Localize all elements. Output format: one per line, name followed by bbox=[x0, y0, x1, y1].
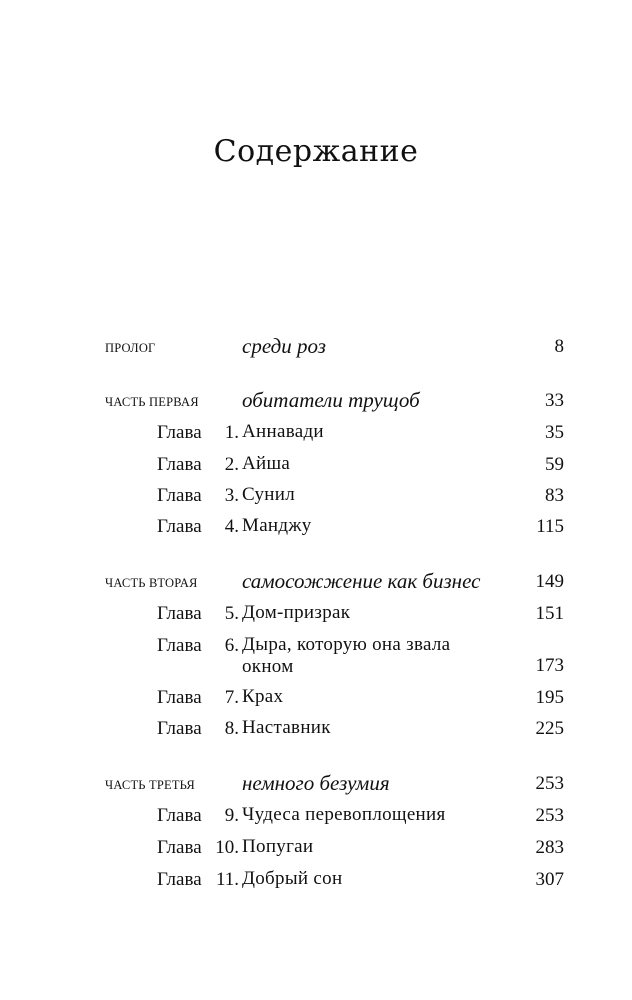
part-page-number: 253 bbox=[535, 773, 564, 794]
chapter-title: Наставник bbox=[242, 717, 331, 738]
chapter-number: 2. bbox=[224, 454, 239, 475]
chapter-number: 5. bbox=[224, 603, 239, 624]
part-label: ЧАСТЬ ВТОРАЯ bbox=[105, 576, 198, 590]
chapter-page-number: 225 bbox=[535, 718, 564, 739]
chapter-word: Глава bbox=[157, 635, 202, 656]
chapter-page-number: 283 bbox=[535, 837, 564, 858]
chapter-title: Аннавади bbox=[242, 421, 324, 442]
prologue-label: ПРОЛОГ bbox=[105, 341, 156, 355]
part-page-number: 149 bbox=[535, 571, 564, 592]
chapter-title: Добрый сон bbox=[242, 868, 343, 889]
chapter-number: 6. bbox=[224, 635, 239, 656]
chapter-page-number: 173 bbox=[535, 655, 564, 676]
toc-part-row[interactable] bbox=[0, 388, 632, 414]
chapter-word: Глава bbox=[157, 869, 202, 890]
toc-chapter-row[interactable] bbox=[0, 601, 632, 627]
part-label: ЧАСТЬ ПЕРВАЯ bbox=[105, 395, 199, 409]
toc-chapter-row[interactable] bbox=[0, 685, 632, 711]
part-title: обитатели трущоб bbox=[242, 388, 420, 412]
chapter-word: Глава bbox=[157, 837, 202, 858]
chapter-page-number: 115 bbox=[536, 516, 564, 537]
chapter-word: Глава bbox=[157, 422, 202, 443]
chapter-number: 8. bbox=[224, 718, 239, 739]
chapter-number: 11. bbox=[215, 869, 239, 890]
toc-chapter-row[interactable] bbox=[0, 452, 632, 478]
toc-part-row[interactable] bbox=[0, 771, 632, 797]
chapter-word: Глава bbox=[157, 687, 202, 708]
toc-chapter-row[interactable] bbox=[0, 514, 632, 540]
chapter-title: Крах bbox=[242, 686, 284, 707]
page-title: Содержание bbox=[213, 134, 419, 169]
chapter-title: Айша bbox=[242, 453, 291, 474]
chapter-word: Глава bbox=[157, 485, 202, 506]
chapter-number: 4. bbox=[224, 516, 239, 537]
chapter-title: Дыра, которую она звала окном bbox=[242, 634, 451, 677]
toc-chapter-row[interactable] bbox=[0, 803, 632, 829]
toc-chapter-row[interactable] bbox=[0, 835, 632, 861]
prologue-page-number: 8 bbox=[554, 336, 564, 357]
toc-chapter-row[interactable] bbox=[0, 633, 632, 685]
chapter-page-number: 59 bbox=[545, 454, 564, 475]
part-title: немного безумия bbox=[242, 771, 390, 795]
chapter-page-number: 195 bbox=[535, 687, 564, 708]
chapter-title: Дом-призрак bbox=[242, 602, 351, 623]
toc-prologue-row[interactable] bbox=[0, 334, 632, 360]
toc-chapter-row[interactable] bbox=[0, 420, 632, 446]
part-label: ЧАСТЬ ТРЕТЬЯ bbox=[105, 778, 195, 792]
chapter-page-number: 307 bbox=[535, 869, 564, 890]
chapter-page-number: 151 bbox=[535, 603, 564, 624]
chapter-word: Глава bbox=[157, 805, 202, 826]
part-page-number: 33 bbox=[545, 390, 564, 411]
chapter-page-number: 83 bbox=[545, 485, 564, 506]
chapter-title: Попугаи bbox=[242, 836, 314, 857]
chapter-word: Глава bbox=[157, 454, 202, 475]
chapter-word: Глава bbox=[157, 718, 202, 739]
prologue-title: среди роз bbox=[242, 334, 326, 358]
chapter-number: 9. bbox=[224, 805, 239, 826]
toc-chapter-row[interactable] bbox=[0, 867, 632, 893]
chapter-page-number: 35 bbox=[545, 422, 564, 443]
chapter-title: Манджу bbox=[242, 515, 312, 536]
chapter-number: 7. bbox=[224, 687, 239, 708]
chapter-title: Чудеса перевоплощения bbox=[242, 804, 446, 825]
toc-chapter-row[interactable] bbox=[0, 716, 632, 742]
chapter-number: 3. bbox=[224, 485, 239, 506]
chapter-number: 1. bbox=[224, 422, 239, 443]
toc-part-row[interactable] bbox=[0, 569, 632, 595]
chapter-title: Сунил bbox=[242, 484, 296, 505]
chapter-word: Глава bbox=[157, 603, 202, 624]
chapter-page-number: 253 bbox=[535, 805, 564, 826]
chapter-word: Глава bbox=[157, 516, 202, 537]
part-title: самосожжение как бизнес bbox=[242, 569, 481, 593]
toc-chapter-row[interactable] bbox=[0, 483, 632, 509]
chapter-number: 10. bbox=[215, 837, 239, 858]
